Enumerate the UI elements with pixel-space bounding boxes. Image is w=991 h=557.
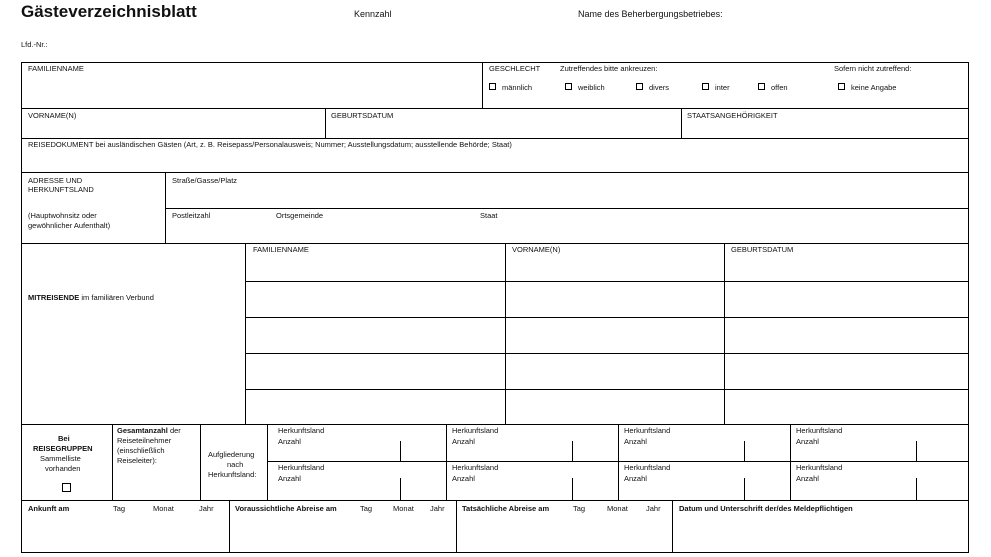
anzahl-label: Anzahl (452, 474, 475, 483)
rule (21, 243, 969, 244)
mitreisende-label (28, 293, 154, 302)
adresse-label-2: HERKUNFTSLAND (28, 185, 94, 194)
plz-ort-staat-field[interactable] (166, 221, 968, 242)
checkbox-offen[interactable] (758, 83, 765, 90)
mitreisende-bold: MITREISENDE (28, 293, 80, 302)
checkbox-divers[interactable] (636, 83, 643, 90)
rule (21, 424, 969, 425)
herkunftsland-label: Herkunftsland (452, 426, 499, 435)
rule (744, 478, 745, 500)
rule (916, 478, 917, 500)
anzahl-label: Anzahl (452, 437, 475, 446)
tats-monat: Monat (607, 504, 628, 513)
herkunftsland-label: Herkunftsland (796, 463, 843, 472)
reisedokument-label: REISEDOKUMENT bei ausländischen Gästen (Art, z. B. Reisepass/Personalausweis; Nummer; Ausstellungsdatum; ausstellende Behörde; Staat) (28, 140, 512, 149)
adresse-label-1: ADRESSE UND (28, 176, 83, 185)
col-vorname: VORNAME(N) (512, 245, 561, 254)
rule (916, 441, 917, 461)
gesamt-line-1 (117, 426, 181, 435)
tatsaechlich-label: Tatsächliche Abreise am (462, 504, 550, 513)
checkbox-sammelliste[interactable] (62, 483, 71, 492)
anzahl-label: Anzahl (278, 474, 301, 483)
voraus-jahr: Jahr (430, 504, 445, 513)
rule (21, 138, 969, 139)
adresse-note-1: (Hauptwohnsitz oder (28, 211, 97, 220)
ankunft-monat: Monat (153, 504, 174, 513)
rule (572, 478, 573, 500)
anzahl-label: Anzahl (624, 437, 647, 446)
geschlecht-label: GESCHLECHT (489, 64, 541, 73)
ankunft-field[interactable] (22, 514, 228, 552)
anzahl-label: Anzahl (624, 474, 647, 483)
tatsaechlich-field[interactable] (457, 514, 671, 552)
rule (572, 441, 573, 461)
gesamt-der: der (169, 426, 181, 435)
zutreffend-label: Zutreffendes bitte ankreuzen: (560, 64, 658, 73)
option-keine-angabe: keine Angabe (851, 83, 897, 92)
herkunftsland-label: Herkunftsland (278, 463, 325, 472)
geburtsdatum-field[interactable] (326, 120, 680, 137)
herkunftsland-label: Herkunftsland (624, 426, 671, 435)
voraus-monat: Monat (393, 504, 414, 513)
sammelliste-label: Sammelliste (40, 454, 81, 463)
betrieb-label: Name des Beherbergungsbetriebes: (578, 9, 723, 19)
rule (790, 424, 791, 500)
rule (446, 424, 447, 500)
rule (400, 478, 401, 500)
lfd-nr-label: Lfd.-Nr.: (21, 40, 48, 49)
page-title: Gästeverzeichnisblatt (21, 2, 197, 21)
staat-label: Staat (480, 211, 498, 220)
tats-jahr: Jahr (646, 504, 661, 513)
option-maennlich: männlich (502, 83, 533, 92)
gesamt-line-3: (einschließlich (117, 446, 165, 455)
rule (21, 500, 969, 501)
tats-tag: Tag (573, 504, 586, 513)
rule (267, 424, 268, 500)
ankunft-jahr: Jahr (199, 504, 214, 513)
herkunftsland-label: Herkunftsland (796, 426, 843, 435)
rule (200, 424, 201, 500)
ankunft-label: Ankunft am (28, 504, 70, 513)
rule (21, 172, 969, 173)
reisedokument-field[interactable] (22, 150, 968, 171)
unterschrift-label: Datum und Unterschrift der/des Meldepflichtigen (679, 504, 853, 513)
rule (618, 424, 619, 500)
vorname-label: VORNAME(N) (28, 111, 77, 120)
vorhanden-label: vorhanden (45, 464, 81, 473)
adresse-note-2: gewöhnlicher Aufenthalt) (28, 221, 111, 230)
rule (400, 441, 401, 461)
rule (482, 62, 483, 108)
voraus-tag: Tag (360, 504, 373, 513)
anzahl-label: Anzahl (796, 474, 819, 483)
gesamt-bold: Gesamtanzahl (117, 426, 168, 435)
col-familienname: FAMILIENNAME (253, 245, 309, 254)
herkunftsland-label: Herkunftsland (624, 463, 671, 472)
aufg-line-2: nach (227, 460, 244, 469)
kennzahl-label: Kennzahl (354, 9, 392, 19)
checkbox-inter[interactable] (702, 83, 709, 90)
option-offen: offen (771, 83, 788, 92)
geburtsdatum-label: GEBURTSDATUM (331, 111, 394, 120)
staatsangehoerigkeit-label: STAATSANGEHÖRIGKEIT (687, 111, 778, 120)
checkbox-weiblich[interactable] (565, 83, 572, 90)
option-inter: inter (715, 83, 730, 92)
rule (744, 441, 745, 461)
familienname-label: FAMILIENNAME (28, 64, 84, 73)
ort-label: Ortsgemeinde (276, 211, 324, 220)
reisegruppen-label: REISEGRUPPEN (33, 444, 93, 453)
plz-label: Postleitzahl (172, 211, 211, 220)
herkunftsland-label: Herkunftsland (452, 463, 499, 472)
voraussichtlich-label: Voraussichtliche Abreise am (235, 504, 337, 513)
unterschrift-field[interactable] (673, 514, 968, 552)
aufg-line-1: Aufgliederung (208, 450, 255, 459)
anzahl-label: Anzahl (796, 437, 819, 446)
bei-label: Bei (58, 434, 70, 443)
col-geburtsdatum: GEBURTSDATUM (731, 245, 794, 254)
vorname-field[interactable] (22, 120, 324, 137)
staatsangehoerigkeit-field[interactable] (682, 120, 968, 137)
sofern-label: Sofern nicht zutreffend: (834, 64, 912, 73)
checkbox-maennlich[interactable] (489, 83, 496, 90)
herkunftsland-label: Herkunftsland (278, 426, 325, 435)
rule (21, 108, 969, 109)
anzahl-label: Anzahl (278, 437, 301, 446)
checkbox-keine-angabe[interactable] (838, 83, 845, 90)
option-divers: divers (649, 83, 670, 92)
strasse-label: Straße/Gasse/Platz (172, 176, 238, 185)
rule (165, 208, 969, 209)
option-weiblich: weiblich (578, 83, 605, 92)
gesamt-line-2: Reiseteilnehmer (117, 436, 172, 445)
mitreisende-table[interactable] (246, 255, 968, 423)
mitreisende-rest: im familiären Verbund (81, 293, 154, 302)
strasse-field[interactable] (166, 186, 968, 207)
gesamt-line-4: Reiseleiter): (117, 456, 158, 465)
ankunft-tag: Tag (113, 504, 126, 513)
rule (112, 424, 113, 500)
aufg-line-3: Herkunftsland: (208, 470, 257, 479)
voraussichtlich-field[interactable] (230, 514, 455, 552)
familienname-field[interactable] (22, 74, 481, 107)
